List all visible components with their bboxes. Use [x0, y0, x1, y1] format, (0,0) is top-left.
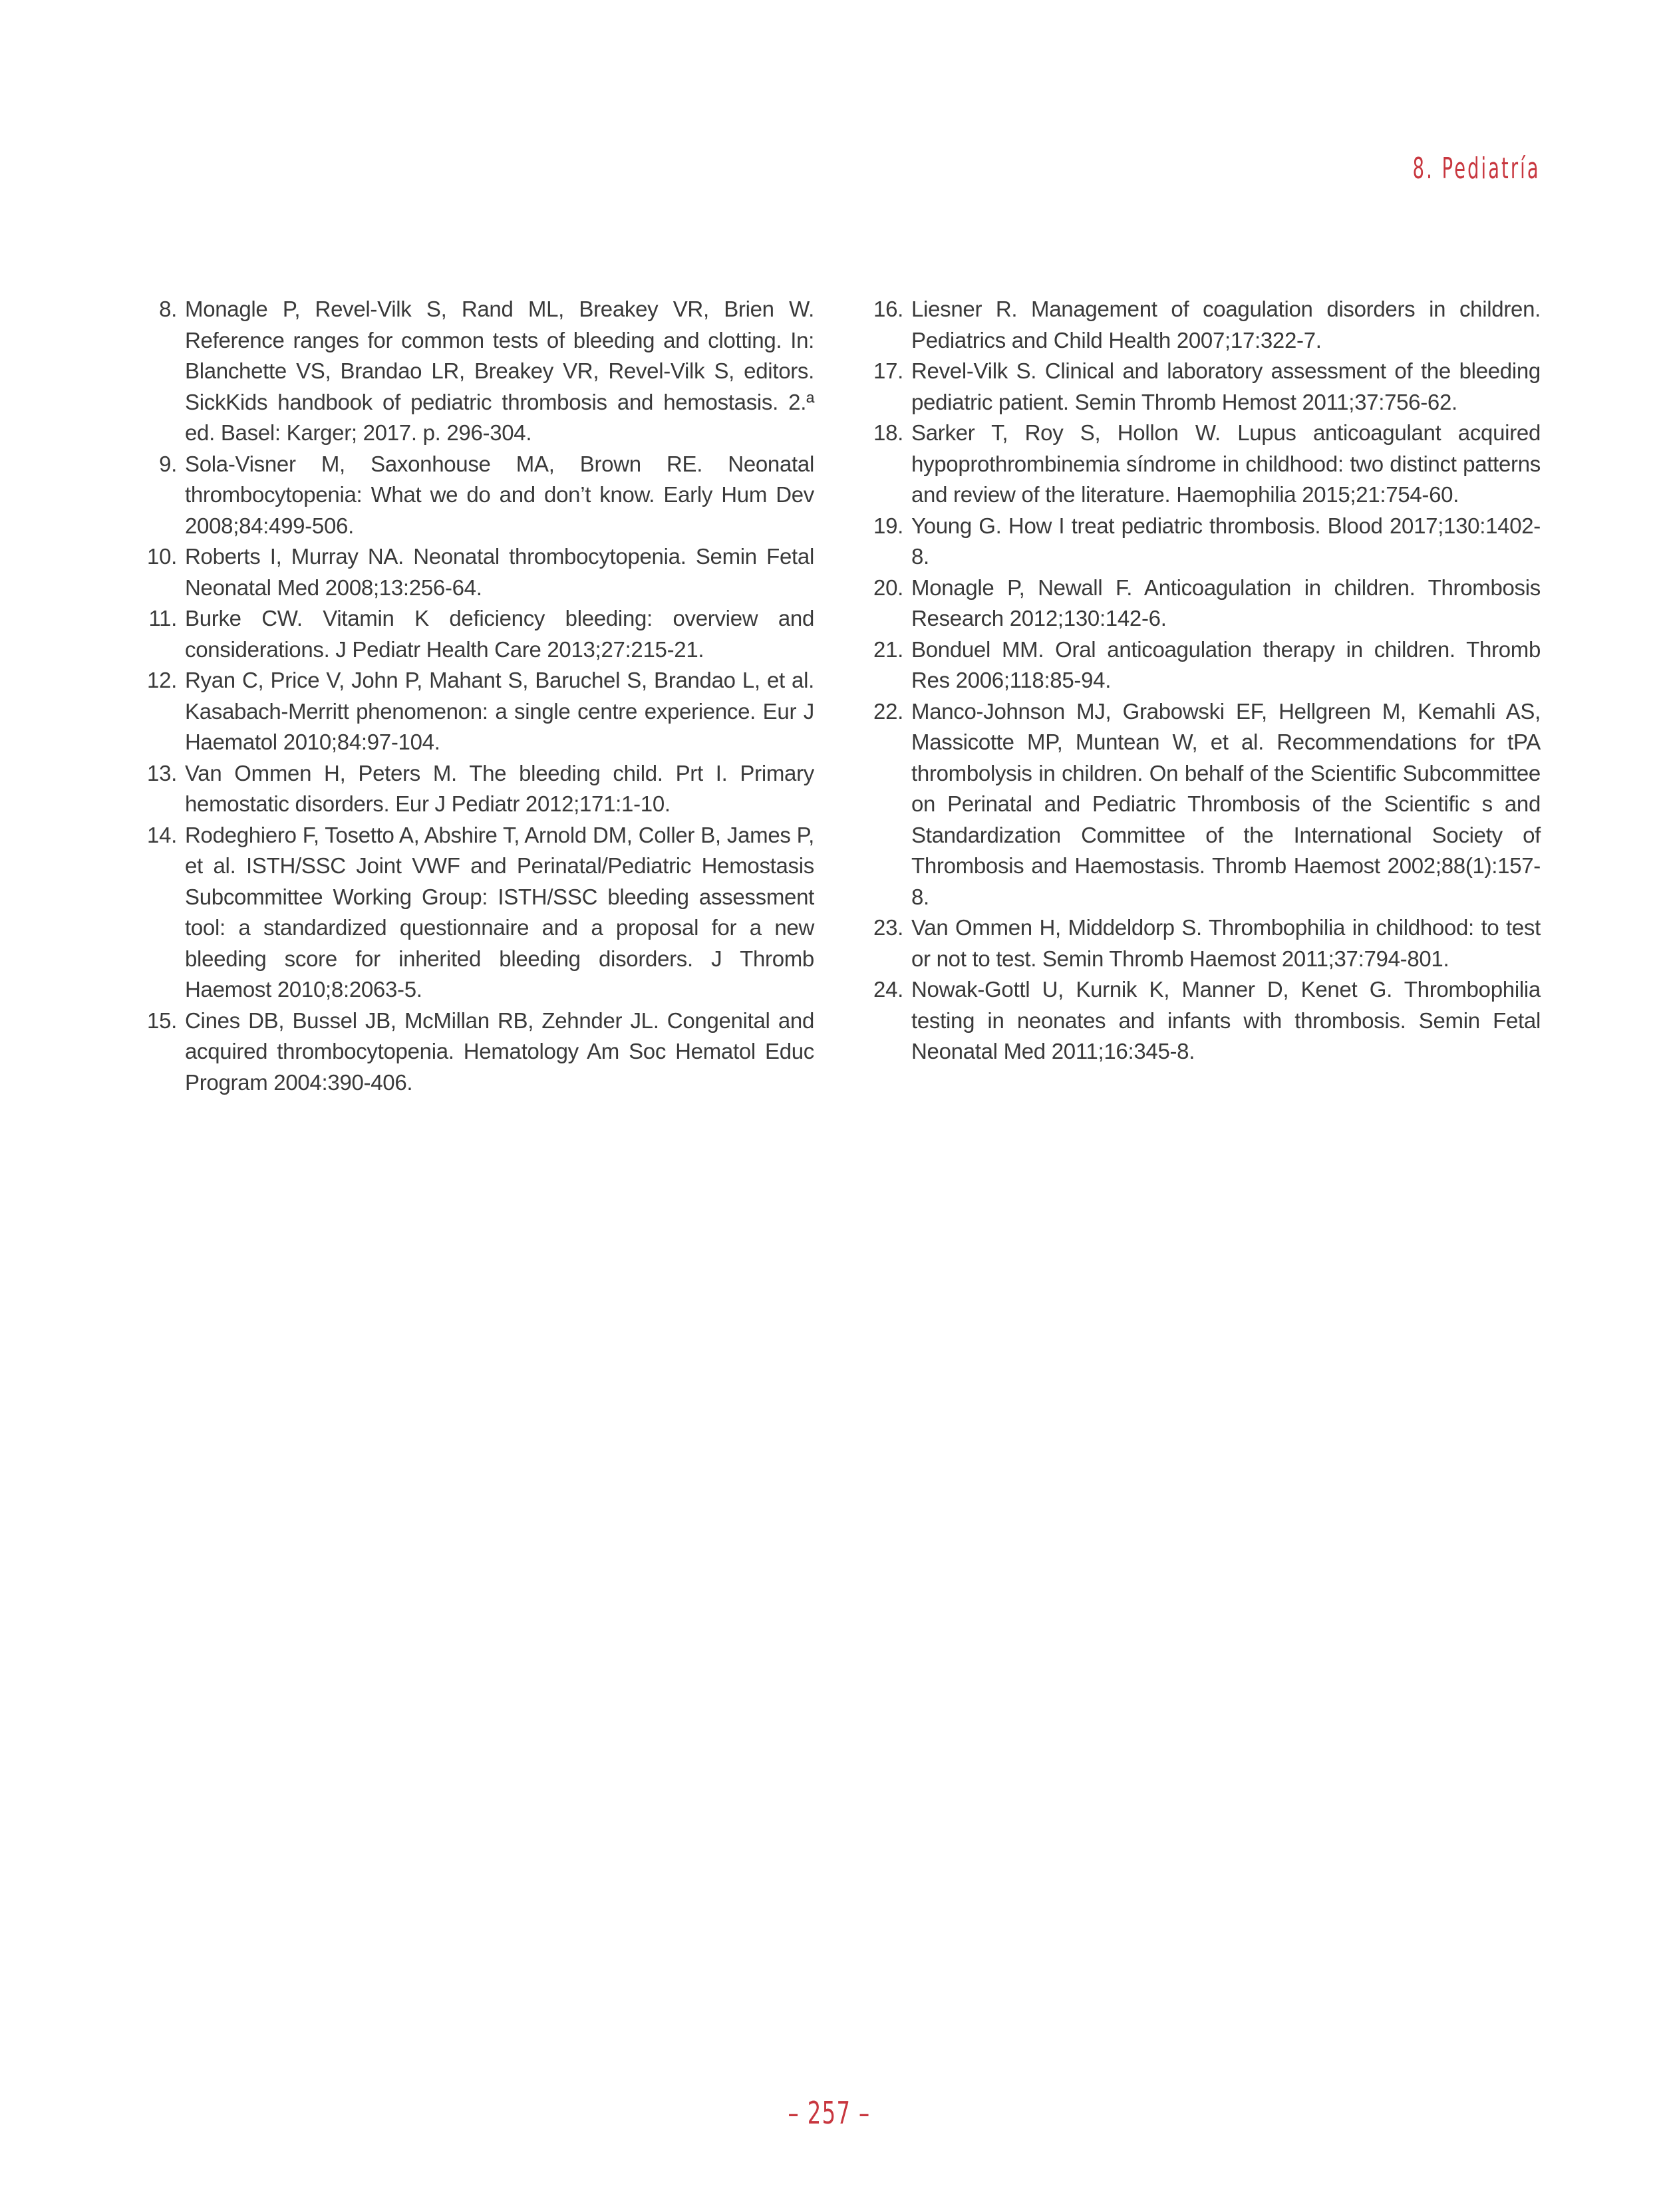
reference-item: [867, 511, 1541, 573]
reference-item: [867, 974, 1541, 1067]
reference-item: [867, 573, 1541, 634]
reference-item: [867, 356, 1541, 418]
reference-text: Nowak-Gottl U, Kurnik K, Manner D, Kenet G. Thrombophilia testing in neonates and infants with thrombosis. Semin Fetal Neonatal Med 2011;16:345-8.: [911, 977, 1541, 1063]
reference-item: [141, 449, 814, 542]
reference-number: 12.: [147, 668, 177, 692]
reference-item: [141, 541, 814, 603]
reference-number: 16.: [873, 297, 903, 321]
reference-number: 23.: [873, 915, 903, 940]
reference-item: [141, 1006, 814, 1099]
reference-text: Revel-Vilk S. Clinical and laboratory assessment of the bleeding pediatric patient. Semin Thromb Hemost 2011;37:756-62.: [911, 358, 1541, 414]
reference-text: Rodeghiero F, Tosetto A, Abshire T, Arnold DM, Coller B, James P, et al. ISTH/SSC Joint VWF and Perinatal/Pediatric Hemostasis Subcommittee Working Group: ISTH/SSC bleeding assessment tool: a standardized questionnaire and a proposal for a new bleeding score for inherited bleeding disorders. J Thromb Haemost 2010;8:2063-5.: [185, 822, 814, 1002]
reference-text: Roberts I, Murray NA. Neonatal thrombocytopenia. Semin Fetal Neonatal Med 2008;13:256-64.: [185, 544, 814, 600]
reference-number: 21.: [873, 636, 903, 662]
reference-text: Manco-Johnson MJ, Grabowski EF, Hellgreen M, Kemahli AS, Massicotte MP, Muntean W, et al. Recommendations for tPA thrombolysis in children. On behalf of the Scientific Subcommittee on Perinatal and Pediatric Thrombosis of the Scientific s and Standardization Committee of the International Society of Thrombosis and Haemostasis. Thromb Haemost 2002;88(1):157-8.: [911, 698, 1541, 909]
reference-number: 9.: [159, 451, 177, 476]
reference-number: 8.: [159, 297, 177, 321]
reference-item: [141, 294, 814, 449]
reference-text: Burke CW. Vitamin K deficiency bleeding: overview and considerations. J Pediatr Health Care 2013;27:215-21.: [185, 606, 814, 662]
reference-number: 10.: [147, 544, 177, 569]
reference-text: Cines DB, Bussel JB, McMillan RB, Zehnder JL. Congenital and acquired thrombocytopenia. Hematology Am Soc Hematol Educ Program 2004:390-406.: [185, 1008, 814, 1095]
reference-text: Sarker T, Roy S, Hollon W. Lupus anticoagulant acquired hypoprothrombinemia síndrome in childhood: two distinct patterns and review of the literature. Haemophilia 2015;21:754-60.: [911, 420, 1541, 507]
reference-item: [141, 820, 814, 1006]
reference-text: Monagle P, Newall F. Anticoagulation in children. Thrombosis Research 2012;130:142-6.: [911, 575, 1541, 630]
reference-text: Ryan C, Price V, John P, Mahant S, Baruchel S, Brandao L, et al. Kasabach-Merritt phenomenon: a single centre experience. Eur J Haematol 2010;84:97-104.: [185, 668, 814, 754]
reference-item: [867, 418, 1541, 511]
reference-text: Monagle P, Revel-Vilk S, Rand ML, Breakey VR, Brien W. Reference ranges for common tests of bleeding and clotting. In: Blanchette VS, Brandao LR, Breakey VR, Revel-Vilk S, editors. SickKids handbook of pediatric thrombosis and hemostasis. 2.ª ed. Basel: Karger; 2017. p. 296-304.: [185, 297, 814, 445]
reference-text: Van Ommen H, Peters M. The bleeding child. Prt I. Primary hemostatic disorders. Eur J Pediatr 2012;171:1-10.: [185, 760, 814, 816]
reference-text: Young G. How I treat pediatric thrombosis. Blood 2017;130:1402-8.: [911, 513, 1541, 569]
reference-item: [141, 758, 814, 820]
reference-item: [867, 634, 1541, 696]
reference-list-left: [141, 294, 814, 1098]
reference-number: 11.: [148, 606, 177, 630]
reference-item: [867, 696, 1541, 913]
page-number: [0, 2095, 1659, 2131]
reference-text: Van Ommen H, Middeldorp S. Thrombophilia in childhood: to test or not to test. Semin Thromb Haemost 2011;37:794-801.: [911, 915, 1541, 971]
reference-text: Bonduel MM. Oral anticoagulation therapy in children. Thromb Res 2006;118:85-94.: [911, 636, 1541, 692]
reference-number: 14.: [147, 822, 177, 847]
reference-columns: [141, 294, 1541, 1098]
reference-text: Sola-Visner M, Saxonhouse MA, Brown RE. Neonatal thrombocytopenia: What we do and don’t know. Early Hum Dev 2008;84:499-506.: [185, 451, 814, 538]
reference-number: 24.: [873, 977, 903, 1002]
reference-number: 22.: [873, 698, 903, 724]
reference-text: Liesner R. Management of coagulation disorders in children. Pediatrics and Child Health 2007;17:322-7.: [911, 297, 1541, 352]
reference-number: 13.: [147, 760, 177, 785]
reference-item: [867, 912, 1541, 974]
reference-item: [141, 603, 814, 665]
reference-number: 17.: [873, 358, 903, 383]
reference-item: [141, 665, 814, 758]
reference-item: [867, 294, 1541, 356]
reference-number: 19.: [873, 513, 903, 538]
reference-list-right: [867, 294, 1541, 1098]
page-number-text: – 257 –: [788, 2095, 871, 2131]
reference-number: 15.: [147, 1008, 177, 1033]
reference-number: 18.: [873, 420, 903, 445]
reference-number: 20.: [873, 575, 903, 600]
chapter-title: 8. Pediatría: [1413, 152, 1541, 186]
